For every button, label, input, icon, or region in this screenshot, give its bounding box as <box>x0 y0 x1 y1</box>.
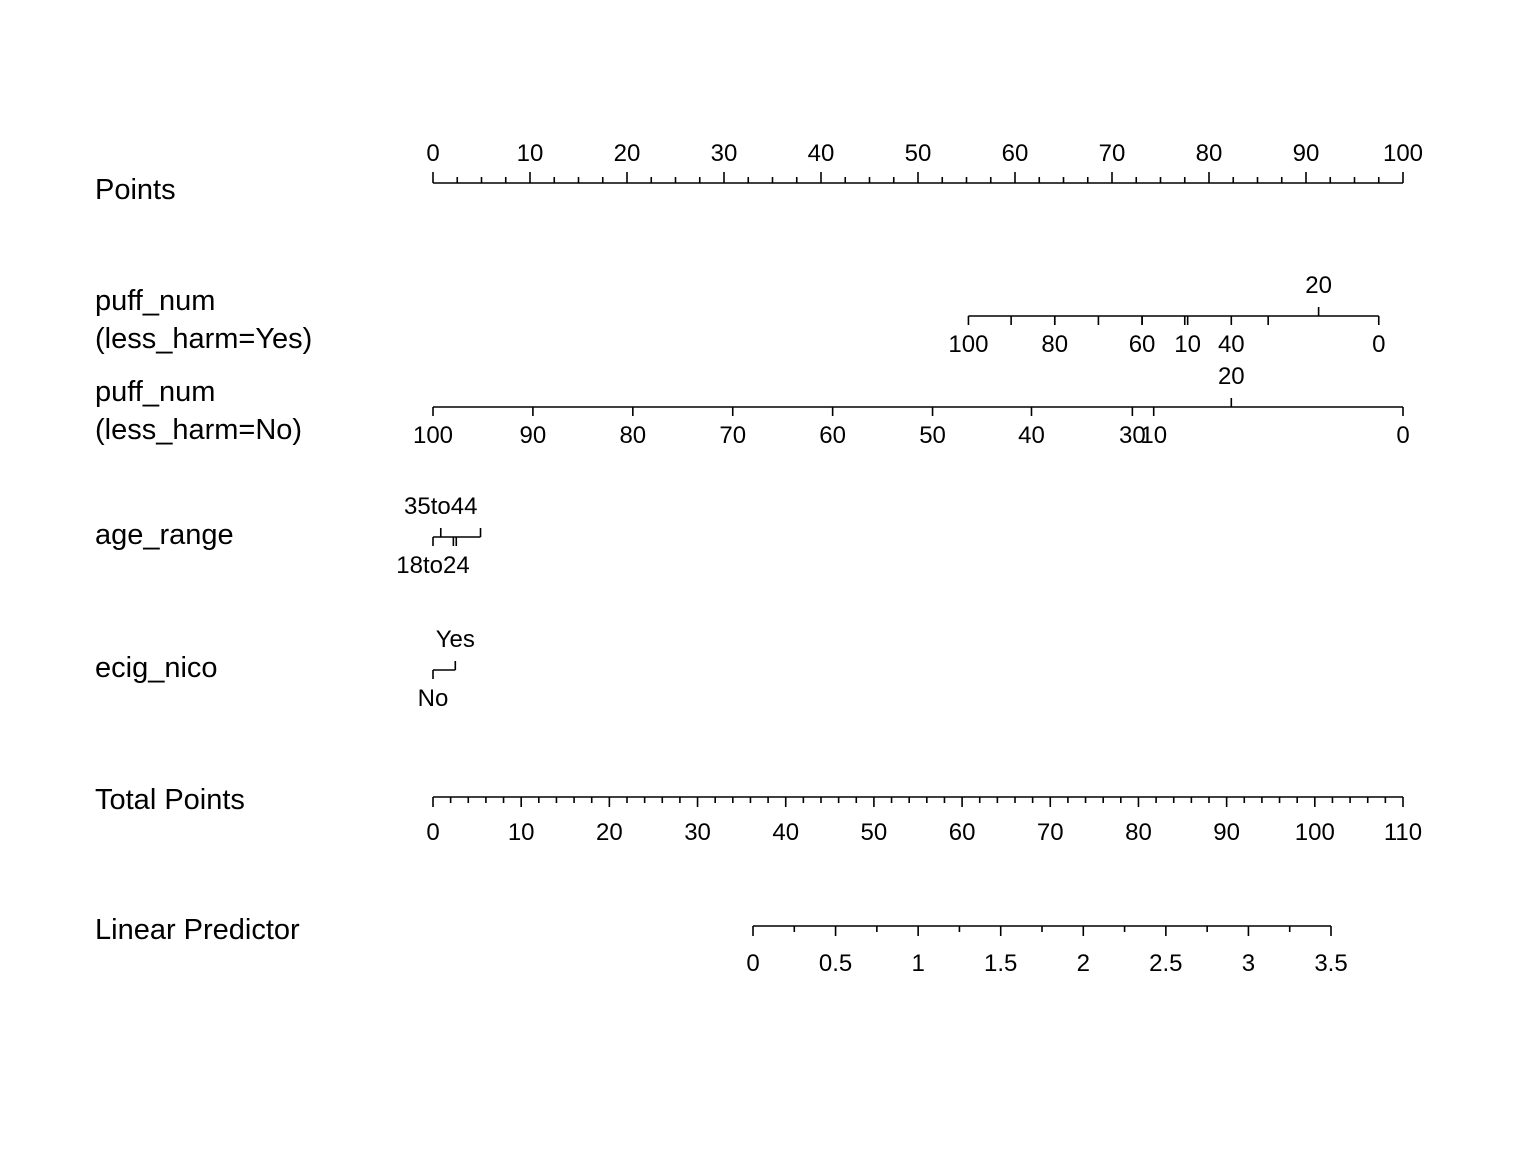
total-points-tick-label: 90 <box>1213 819 1240 846</box>
points-tick-label: 70 <box>1098 140 1126 167</box>
total-points-label: Total Points <box>95 784 245 816</box>
total-points-tick-label: 40 <box>772 819 800 846</box>
puff-num-no-tick-label: 20 <box>1217 363 1245 390</box>
puff-num-yes-tick-label: 100 <box>948 331 989 358</box>
linear-predictor-tick-label: 3 <box>1241 950 1256 977</box>
total-points-tick-label: 110 <box>1383 819 1423 846</box>
total-points-tick-label: 100 <box>1294 819 1335 846</box>
total-points-tick-label: 20 <box>596 819 623 846</box>
points-tick-label: 0 <box>426 140 440 167</box>
puff-num-yes-tick-label: 40 <box>1217 331 1245 358</box>
points-tick-label: 100 <box>1382 140 1424 167</box>
linear-predictor-tick-label: 3.5 <box>1314 950 1348 977</box>
puff-num-yes-tick-label: 0 <box>1372 331 1386 358</box>
linear-predictor-tick-label: 2 <box>1076 950 1090 977</box>
linear-predictor-tick-label: 0 <box>746 950 760 977</box>
puff-num-no-label: puff_num <box>95 376 216 408</box>
puff-num-yes-label: (less_harm=Yes) <box>95 323 313 355</box>
linear-predictor-tick-label: 1.5 <box>984 950 1018 977</box>
puff-num-no-label: (less_harm=No) <box>95 414 303 446</box>
points-tick-label: 80 <box>1195 140 1223 167</box>
puff-num-yes-tick-label: 80 <box>1041 331 1069 358</box>
puff-num-no-tick-label: 10 <box>1140 422 1168 449</box>
puff-num-no-row <box>95 363 1410 449</box>
linear-predictor-tick-label: 0.5 <box>818 950 853 977</box>
points-row <box>95 140 1423 206</box>
linear-predictor-row <box>95 914 1348 977</box>
puff-num-no-tick-label: 70 <box>719 422 747 449</box>
points-tick-label: 60 <box>1001 140 1029 167</box>
points-tick-label: 30 <box>710 140 738 167</box>
linear-predictor-tick-label: 1 <box>911 950 925 977</box>
ecig-nico-tick-label: Yes <box>435 626 475 653</box>
points-tick-label: 40 <box>807 140 835 167</box>
puff-num-yes-label: puff_num <box>95 285 216 317</box>
puff-num-yes-tick-label: 60 <box>1128 331 1156 358</box>
linear-predictor-label: Linear Predictor <box>95 914 300 946</box>
puff-num-yes-row <box>95 272 1385 358</box>
total-points-tick-label: 0 <box>426 819 440 846</box>
puff-num-no-tick-label: 50 <box>919 422 946 449</box>
points-tick-label: 20 <box>613 140 641 167</box>
points-tick-label: 90 <box>1292 140 1320 167</box>
total-points-tick-label: 30 <box>684 819 711 846</box>
puff-num-no-tick-label: 90 <box>519 422 547 449</box>
puff-num-no-tick-label: 100 <box>412 422 454 449</box>
total-points-tick-label: 50 <box>860 819 888 846</box>
puff-num-yes-tick-label: 10 <box>1174 331 1202 358</box>
total-points-tick-label: 10 <box>507 819 535 846</box>
puff-num-no-tick-label: 0 <box>1396 422 1410 449</box>
puff-num-no-tick-label: 30 <box>1119 422 1146 449</box>
puff-num-no-tick-label: 40 <box>1018 422 1045 449</box>
age-range-row <box>95 493 481 579</box>
age-range-label: age_range <box>95 519 234 551</box>
ecig-nico-label: ecig_nico <box>95 652 218 684</box>
age-range-tick-label: 18to24 <box>396 552 470 579</box>
total-points-row <box>95 784 1422 846</box>
total-points-tick-label: 80 <box>1125 819 1152 846</box>
points-tick-label: 10 <box>516 140 544 167</box>
points-tick-label: 50 <box>904 140 932 167</box>
total-points-tick-label: 60 <box>948 819 976 846</box>
puff-num-no-tick-label: 80 <box>619 422 647 449</box>
ecig-nico-row <box>95 626 475 712</box>
puff-num-yes-tick-label: 20 <box>1305 272 1332 299</box>
linear-predictor-tick-label: 2.5 <box>1149 950 1183 977</box>
ecig-nico-tick-label: No <box>417 685 449 712</box>
age-range-tick-label: 35to44 <box>404 493 478 520</box>
total-points-tick-label: 70 <box>1036 819 1064 846</box>
puff-num-no-tick-label: 60 <box>819 422 846 449</box>
points-label: Points <box>95 174 176 206</box>
